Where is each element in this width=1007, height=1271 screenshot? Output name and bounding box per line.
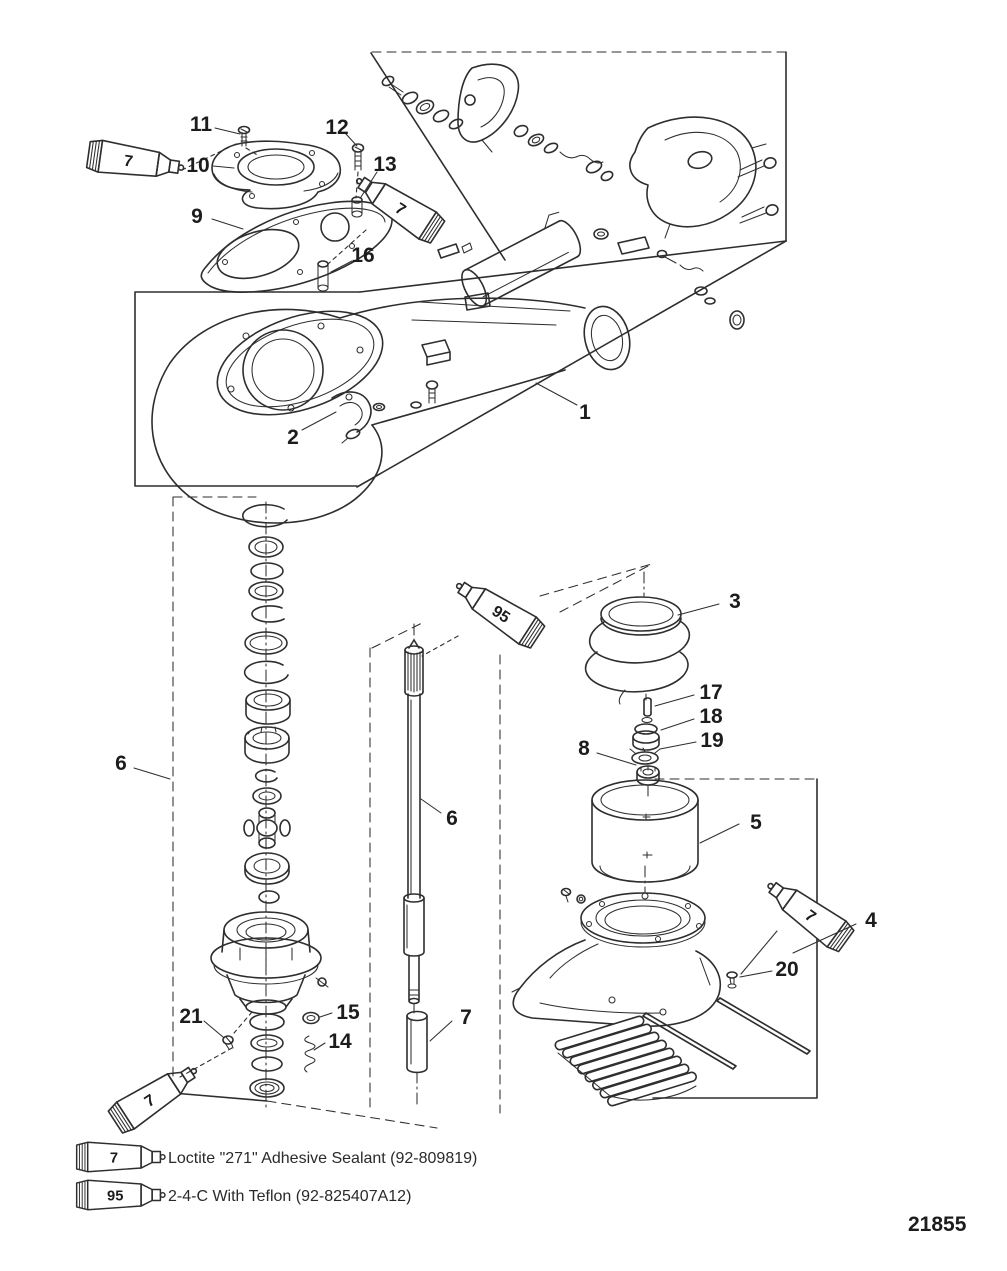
- tube-leader: [741, 931, 777, 974]
- sealant-tube-7-bottom-left: [107, 1056, 205, 1135]
- callout-8: 8: [578, 737, 590, 760]
- intake-grate: [554, 1015, 697, 1107]
- callout-18: 18: [699, 705, 723, 728]
- driveshaft-seal-bearing-stack: [211, 505, 328, 1097]
- driveshaft-sleeve-7: [407, 1012, 427, 1073]
- callout-2: 2: [287, 426, 299, 449]
- legend-tube-7-icon: [77, 1142, 165, 1171]
- shift-slide-cylinder: [452, 208, 585, 310]
- callout-19: 19: [700, 729, 724, 752]
- drawing-number: 21855: [908, 1213, 967, 1236]
- tube-label: 95: [488, 602, 513, 627]
- callout-20: 20: [775, 958, 799, 981]
- callout-11: 11: [189, 113, 213, 136]
- clamp-bracket-assembly: [381, 64, 780, 329]
- u-joint-spider: [244, 808, 290, 848]
- callout-15: 15: [336, 1001, 360, 1024]
- legend-tube-95-icon: [77, 1180, 165, 1209]
- legend-item-text: 2-4-C With Teflon (92-825407A12): [168, 1188, 412, 1205]
- callout-4: 4: [865, 909, 877, 932]
- grate-rod: [717, 998, 810, 1054]
- callout-14: 14: [328, 1030, 352, 1053]
- jet-pump-housing: [152, 292, 636, 523]
- tube-label: 7: [801, 907, 819, 927]
- spring-14: [305, 1036, 315, 1072]
- callout-6-left: 6: [115, 752, 127, 775]
- flange-screw: [562, 889, 586, 904]
- tube-label: 95: [107, 1188, 124, 1205]
- callout-10: 10: [186, 154, 210, 177]
- sealant-tube-7-upper-middle: [348, 166, 446, 245]
- tube-label: 7: [391, 200, 409, 220]
- nut-15: [303, 1013, 319, 1024]
- callout-12: 12: [325, 116, 349, 139]
- lubricant-tube-95: [448, 571, 546, 650]
- water-fitting-2: [332, 392, 371, 443]
- tube-label: 7: [109, 1150, 118, 1167]
- tube-label: 7: [122, 152, 134, 171]
- callout-6-center: 6: [446, 807, 458, 830]
- tube-label: 7: [141, 1091, 159, 1111]
- impeller-key-17: [642, 698, 652, 723]
- callout-9: 9: [191, 205, 203, 228]
- driveshaft: [404, 640, 424, 1004]
- impeller-3: [586, 597, 690, 704]
- centerlines: [266, 502, 648, 1108]
- callout-5: 5: [750, 811, 762, 834]
- washer-stack-18: [633, 724, 659, 750]
- bearing-flange-10: [212, 141, 340, 208]
- bearing-carrier: [211, 912, 328, 1014]
- callout-3: 3: [729, 590, 741, 613]
- tube-leader: [422, 636, 458, 656]
- callout-1: 1: [579, 401, 591, 424]
- callout-leaders: [134, 128, 856, 1050]
- impeller-nut-8: [637, 766, 659, 785]
- legend-item-text: Loctite "271" Adhesive Sealant (92-809819): [168, 1150, 478, 1167]
- screw-20: [727, 972, 737, 988]
- callout-21: 21: [179, 1005, 203, 1028]
- sealant-tube-7-right: [759, 872, 855, 954]
- stud-13: [352, 197, 362, 217]
- intake-housing-4: [512, 940, 720, 1026]
- callout-13: 13: [373, 153, 397, 176]
- callout-16: 16: [351, 244, 375, 267]
- callout-7-sleeve: 7: [460, 1006, 472, 1029]
- sealant-tube-7-top-left: [86, 139, 186, 184]
- legend: [77, 1142, 478, 1209]
- callout-17: 17: [699, 681, 723, 704]
- intake-flange-ring: [581, 893, 705, 947]
